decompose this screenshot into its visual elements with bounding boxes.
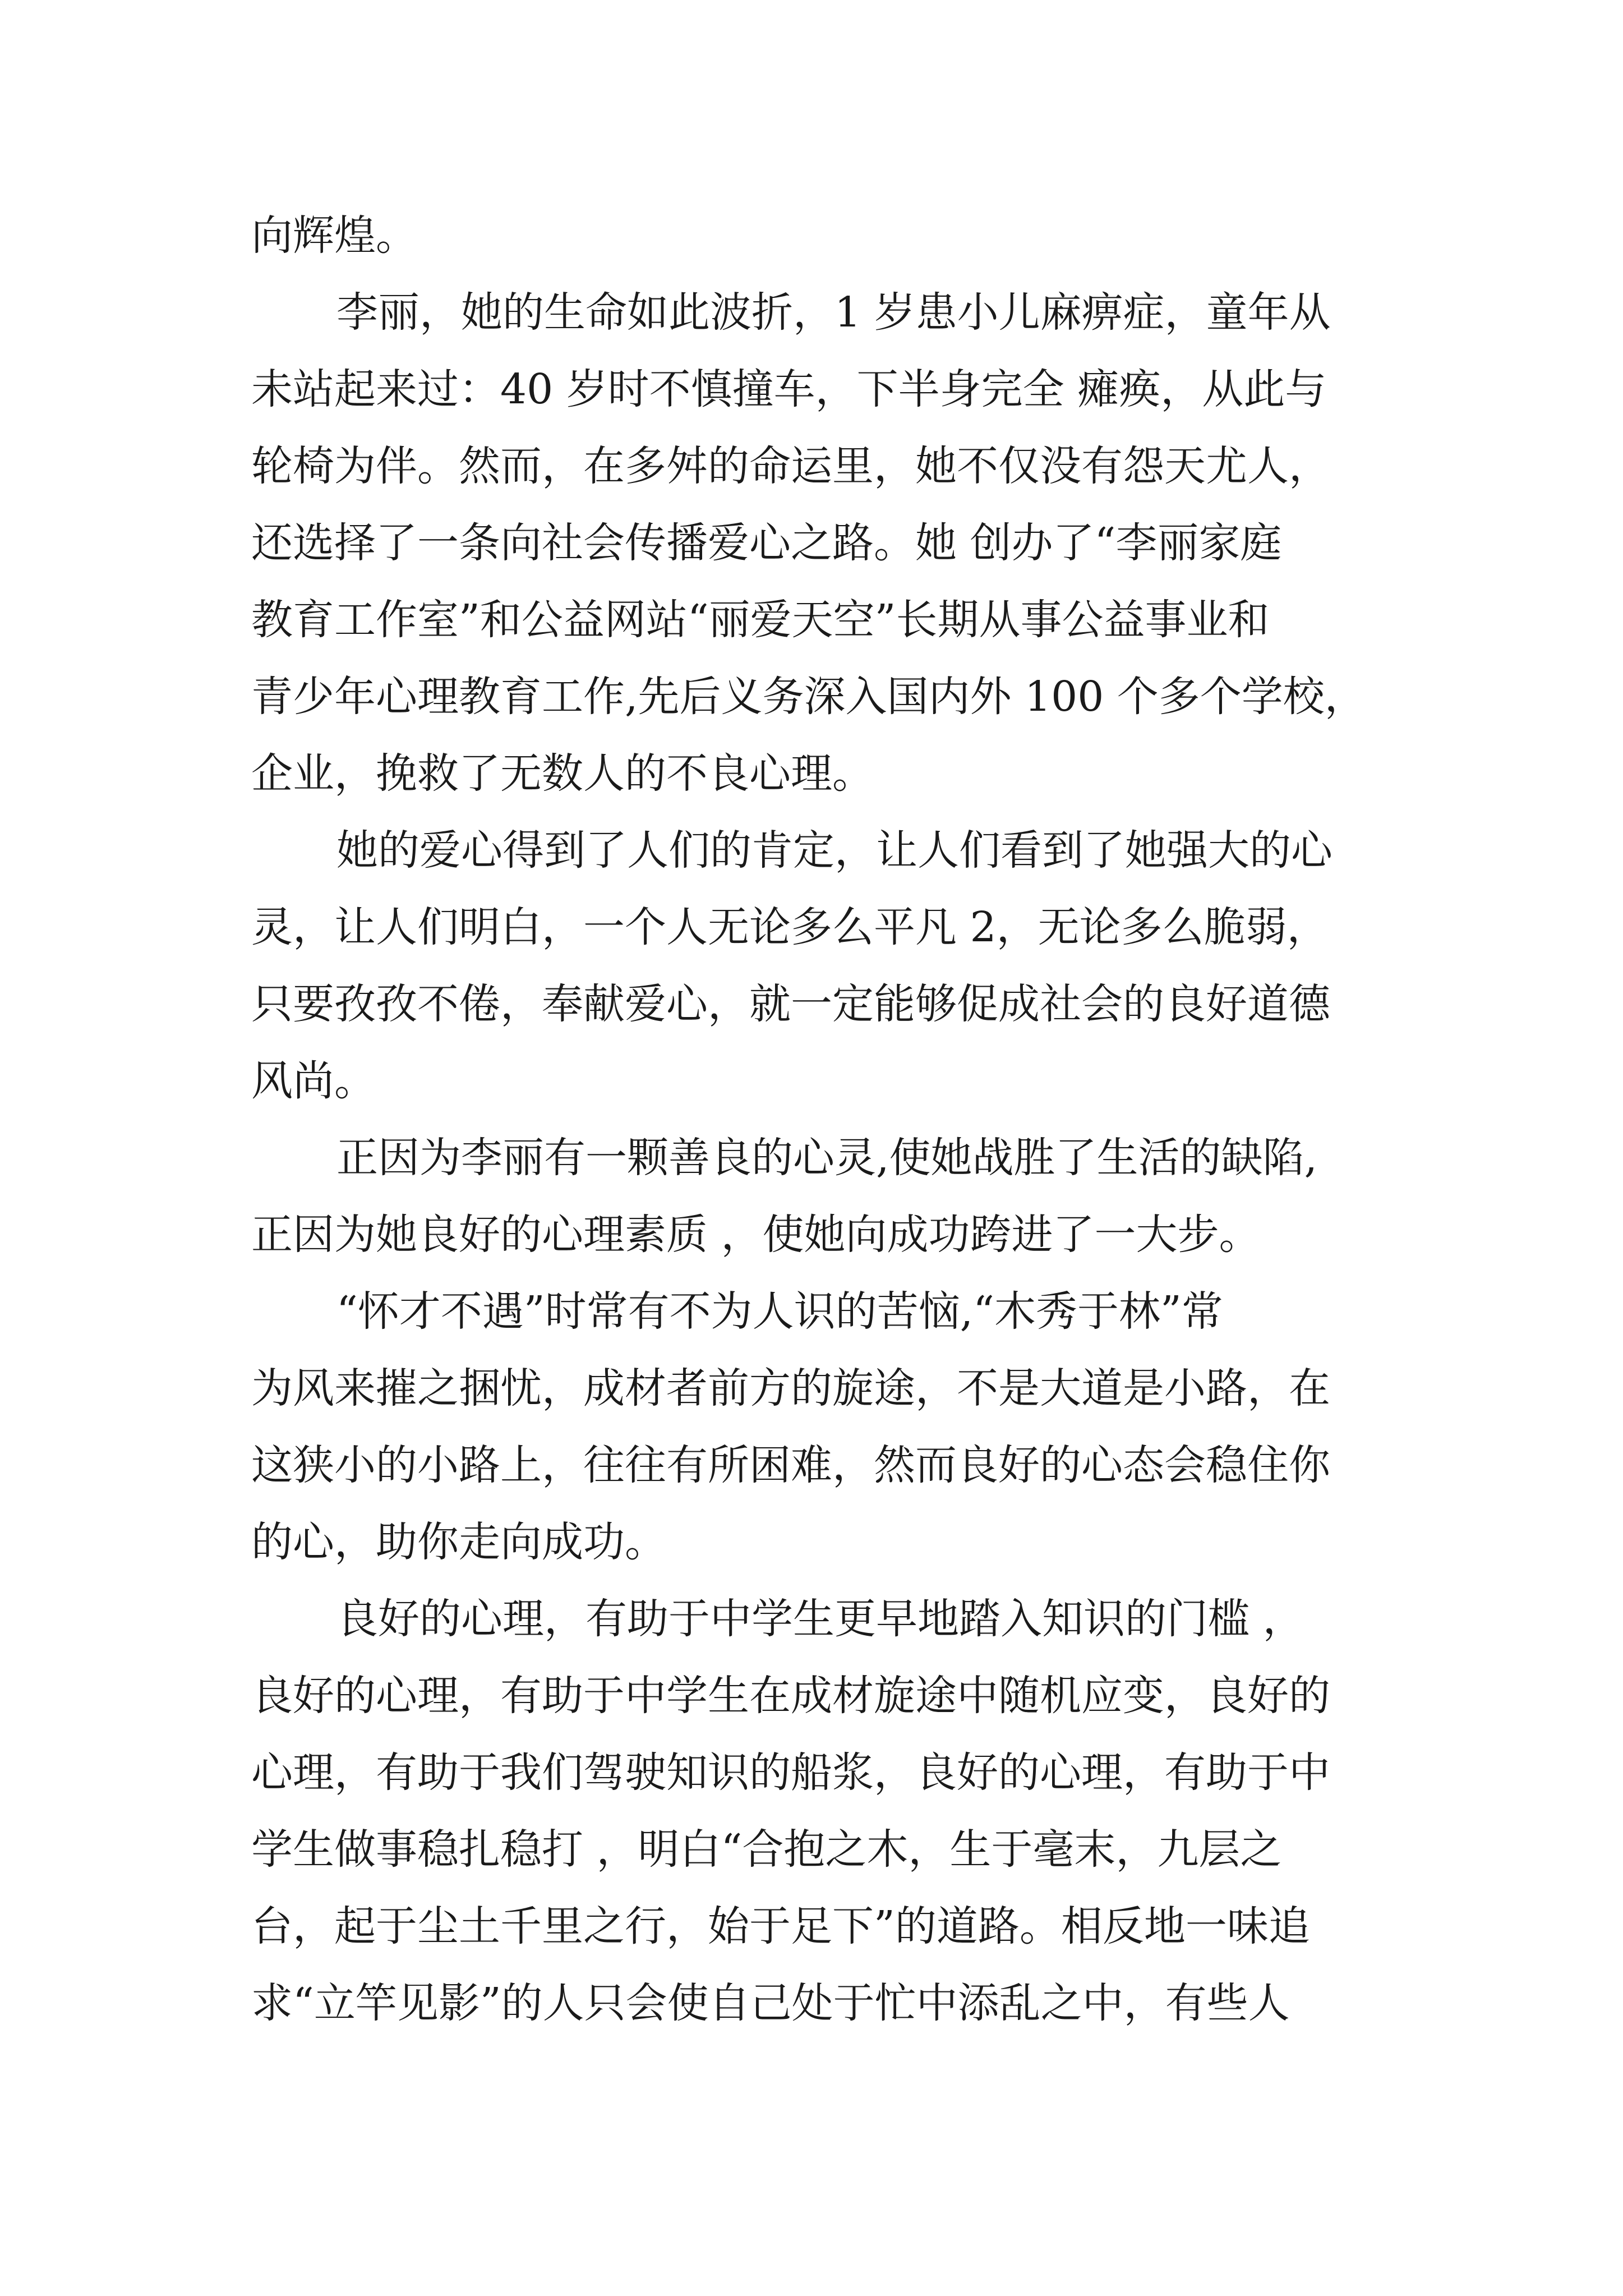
text-line: 还选择了一条向社会传播爱心之路。她 创办了“李丽家庭 bbox=[251, 519, 1282, 567]
text-line: 轮椅为伴。然而，在多舛的命运里，她不仅没有怨天尤人， bbox=[251, 442, 1330, 490]
text-line: 只要孜孜不倦，奉献爱心，就一定能够促成社会的良好道德 bbox=[251, 980, 1330, 1028]
text-line: 青少年心理教育工作,先后义务深入国内外 100 个多个学校， bbox=[251, 673, 1366, 721]
text-line: 她的爱心得到了人们的肯定，让人们看到了她强大的心 bbox=[336, 826, 1332, 875]
text-line: 正因为李丽有一颗善良的心灵,使她战胜了生活的缺陷, bbox=[336, 1134, 1318, 1182]
text-line: 良好的心理，有助于中学生更早地踏入知识的门槛 ， bbox=[336, 1595, 1304, 1643]
text-line: 向辉煌。 bbox=[251, 211, 417, 260]
text-line: 李丽，她的生命如此波折，1 岁患小儿麻痹症，童年从 bbox=[336, 288, 1331, 337]
text-line: 这狭小的小路上，往往有所困难，然而良好的心态会稳住你 bbox=[251, 1441, 1330, 1489]
text-line: 心理，有助于我们驾驶知识的船浆，良好的心理，有助于中 bbox=[251, 1749, 1330, 1797]
document-body bbox=[251, 197, 1382, 2042]
text-line: 风尚。 bbox=[251, 1057, 376, 1105]
text-line: “怀才不遇”时常有不为人识的苦恼,“木秀于林”常 bbox=[336, 1287, 1223, 1336]
text-line: 教育工作室”和公益网站“丽爱天空”长期从事公益事业和 bbox=[251, 596, 1270, 644]
text-line: 台，起于尘土千里之行，始于足下”的道路。相反地一味追 bbox=[251, 1902, 1310, 1950]
text-line: 求“立竿见影”的人只会使自己处于忙中添乱之中，有些人 bbox=[251, 1979, 1290, 2027]
text-line: 为风来摧之捆忧，成材者前方的旋途，不是大道是小路，在 bbox=[251, 1364, 1330, 1412]
text-line: 未站起来过：40 岁时不慎撞车，下半身完全 瘫痪，从此与 bbox=[251, 365, 1327, 413]
text-line: 学生做事稳扎稳打 ，明白“合抱之木，生于毫末，九层之 bbox=[251, 1825, 1282, 1874]
text-line: 正因为她良好的心理素质 ，使她向成功跨进了一大步。 bbox=[251, 1211, 1261, 1259]
text-line: 企业，挽救了无数人的不良心理。 bbox=[251, 749, 874, 798]
text-line: 灵，让人们明白，一个人无论多么平凡 2，无论多么脆弱， bbox=[251, 903, 1329, 951]
text-line: 良好的心理，有助于中学生在成材旋途中随机应变，良好的 bbox=[251, 1672, 1330, 1720]
text-line: 的心，助你走向成功。 bbox=[251, 1518, 666, 1566]
